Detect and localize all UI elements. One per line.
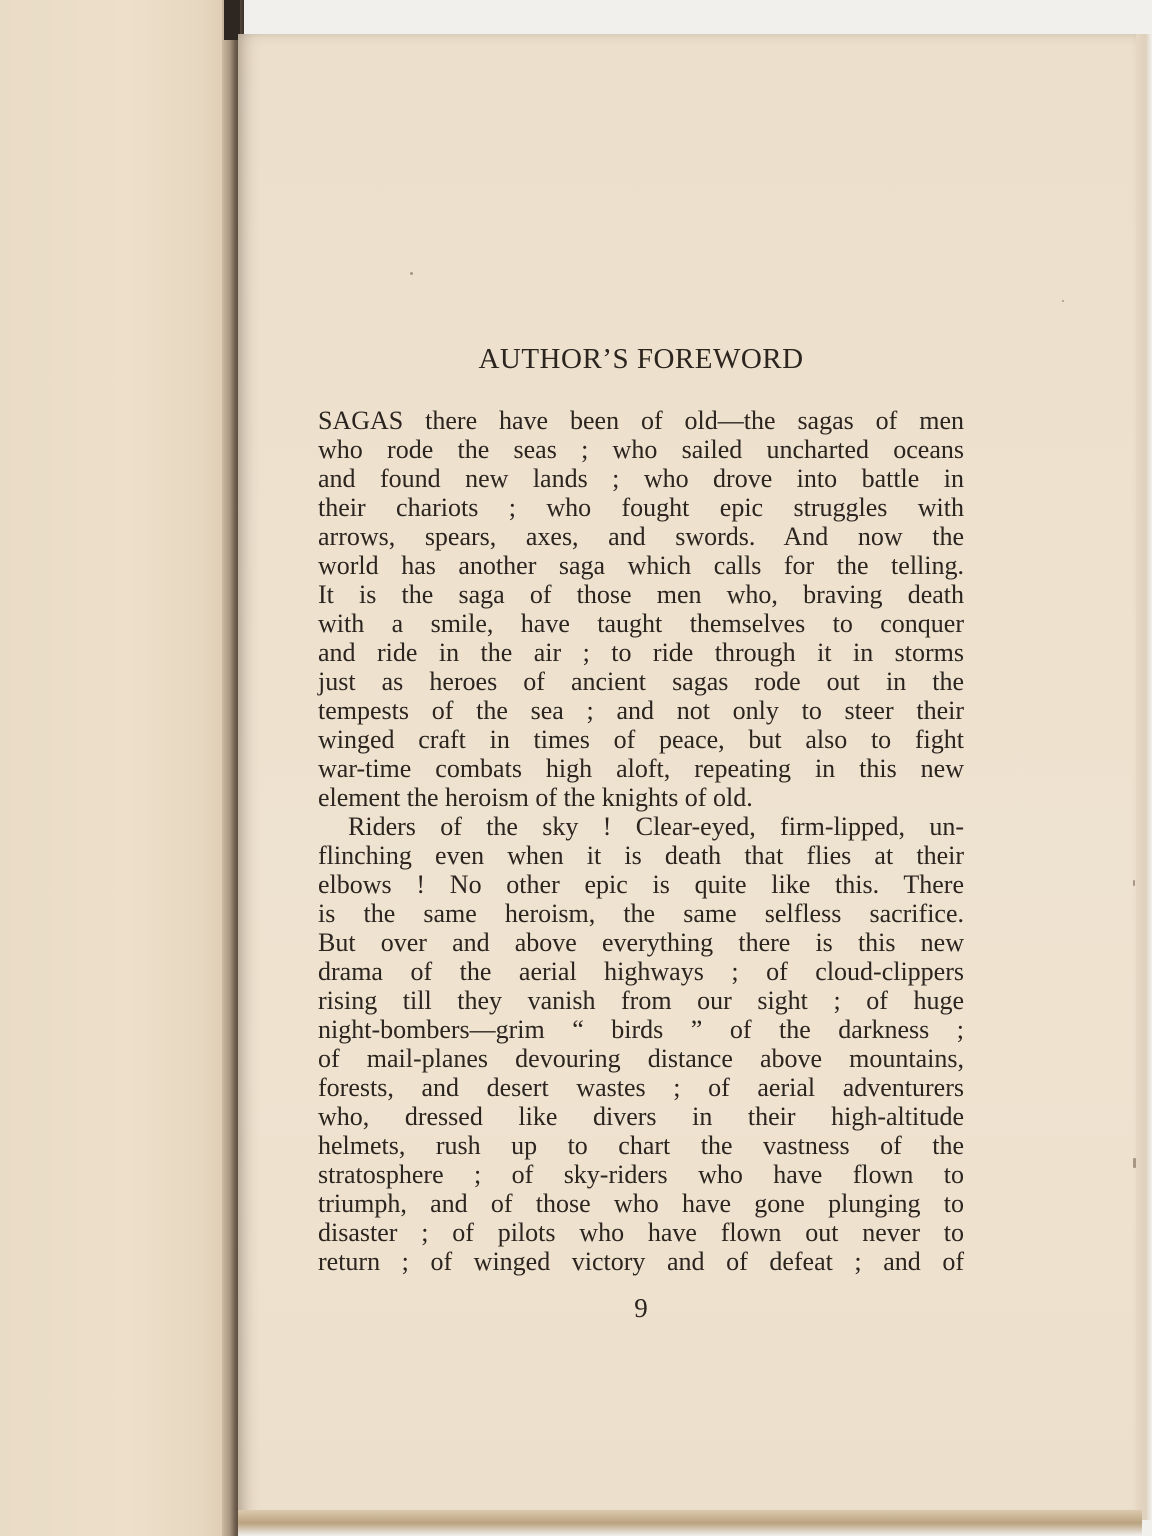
text-line: arrows, spears, axes, and swords. And now the: [318, 522, 964, 551]
text-line: who, dressed like divers in their high-altitude: [318, 1102, 964, 1131]
text-line: world has another saga which calls for the telling.: [318, 551, 964, 580]
text-line: is the same heroism, the same selfless sacrifice.: [318, 899, 964, 928]
page-number: 9: [634, 1293, 648, 1323]
text-line: of mail-planes devouring distance above mountains,: [318, 1044, 964, 1073]
paper-speck: [1133, 1158, 1136, 1168]
text-line: Riders of the sky ! Clear-eyed, firm-lipped, un-: [348, 812, 964, 841]
foreword-text: [318, 406, 964, 1276]
paragraph-2: [318, 812, 964, 1276]
text-line: forests, and desert wastes ; of aerial adventurers: [318, 1073, 964, 1102]
text-line: stratosphere ; of sky-riders who have flown to: [318, 1160, 964, 1189]
text-line: But over and above everything there is this new: [318, 928, 964, 957]
text-line: It is the saga of those men who, braving death: [318, 580, 964, 609]
paper-speck: [410, 272, 413, 275]
paragraph-1: [318, 406, 964, 812]
page-bottom-edge: [238, 1510, 1142, 1536]
page-edge: [1136, 34, 1152, 1520]
paper-speck: [1062, 300, 1064, 302]
text-line: flinching even when it is death that flies at their: [318, 841, 964, 870]
text-line: helmets, rush up to chart the vastness of the: [318, 1131, 964, 1160]
text-line: element the heroism of the knights of old.: [318, 783, 753, 812]
text-line: rising till they vanish from our sight ; of huge: [318, 986, 964, 1015]
text-line: and ride in the air ; to ride through it in storms: [318, 638, 964, 667]
text-line: with a smile, have taught themselves to conquer: [318, 609, 964, 638]
text-line: elbows ! No other epic is quite like this. There: [318, 870, 964, 899]
text-line: return ; of winged victory and of defeat ; and of: [318, 1247, 964, 1276]
text-line: war-time combats high aloft, repeating in this new: [318, 754, 964, 783]
text-line: disaster ; of pilots who have flown out never to: [318, 1218, 964, 1247]
text-line: triumph, and of those who have gone plunging to: [318, 1189, 964, 1218]
text-line: tempests of the sea ; and not only to steer their: [318, 696, 964, 725]
text-line: and found new lands ; who drove into battle in: [318, 464, 964, 493]
text-line: SAGAS there have been of old—the sagas of men: [318, 406, 964, 435]
text-line: winged craft in times of peace, but also to fight: [318, 725, 964, 754]
left-page: [0, 0, 232, 1536]
page-heading: AUTHOR’S FOREWORD: [478, 343, 804, 375]
text-line: who rode the seas ; who sailed uncharted oceans: [318, 435, 964, 464]
paper-speck: [1133, 880, 1135, 886]
text-line: night-bombers—grim “ birds ” of the darkness ;: [318, 1015, 964, 1044]
text-line: drama of the aerial highways ; of cloud-clippers: [318, 957, 964, 986]
text-line: just as heroes of ancient sagas rode out in the: [318, 667, 964, 696]
text-line: their chariots ; who fought epic struggles with: [318, 493, 964, 522]
